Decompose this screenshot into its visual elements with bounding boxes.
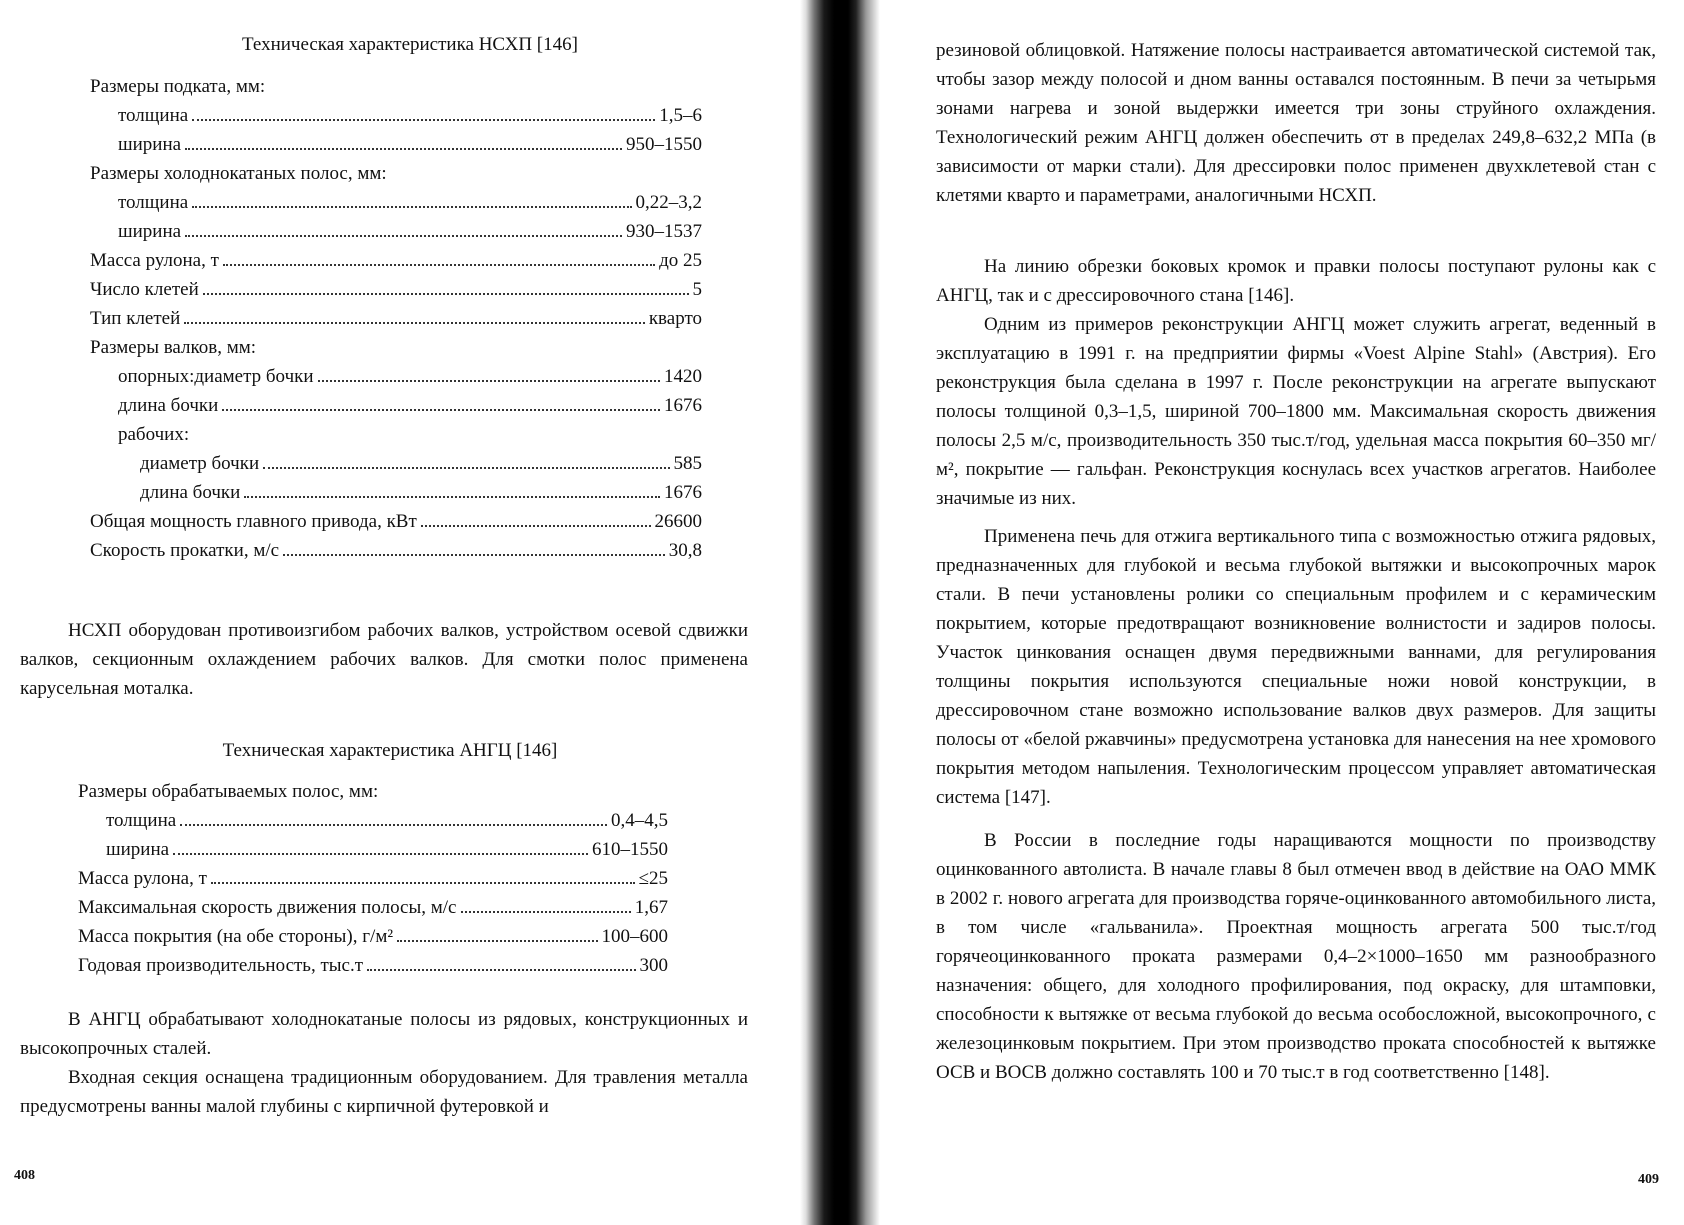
paragraph-angc-steels: В АНГЦ обрабатывают холоднокатаные полосы из рядовых, конструкционных и высокопрочных сталей. xyxy=(20,1009,748,1059)
paragraph-annealing-furnace: Применена печь для отжига вертикального типа с возможностью отжига рядовых, предназначенных для глубокой и весьма глубокой вытяжки и высокопрочных марок стали. В печи установлены ролики со специальным профилем и с керамическим покрытием, которые предотвращают возникновение волнистости и задиров полосы. Участок цинкования оснащен двумя передвижными ваннами, для регулирования толщины покрытия используются специальные ножи новой конструкции, в дрессировочном стане возможно использование валков двух размеров. Для защиты полосы от «белой ржавчины» предусмотрена установка для нанесения на нее хромового покрытия методом напыления. Технологическим процессом управляет автоматическая система [147]. xyxy=(936,526,1656,808)
spec-row xyxy=(90,188,702,217)
spec-row xyxy=(90,130,702,159)
spec-label: толщина xyxy=(118,105,189,126)
spec-value: 1676 xyxy=(664,395,702,416)
spec-row xyxy=(90,275,702,304)
spec-value: 610–1550 xyxy=(592,839,668,860)
spec-label: диаметр бочки xyxy=(140,453,260,474)
dot-leader xyxy=(461,911,631,913)
spec-row xyxy=(78,864,668,893)
spec-row xyxy=(90,391,702,420)
spec-row xyxy=(90,217,702,246)
spec-value: ≤25 xyxy=(638,868,668,889)
page-number-left: 408 xyxy=(14,1168,35,1183)
spec-row xyxy=(90,478,702,507)
dot-leader xyxy=(283,554,665,556)
spec-value: 0,22–3,2 xyxy=(635,192,702,213)
dot-leader xyxy=(185,235,622,237)
spec-label: длина бочки xyxy=(118,395,219,416)
spec-heading-angc: Техническая характеристика АНГЦ [146] xyxy=(222,740,558,761)
spec-value: кварто xyxy=(648,308,702,329)
spec-value: 1676 xyxy=(664,482,702,503)
spec-label: Число клетей xyxy=(90,279,199,300)
dot-leader xyxy=(211,882,635,884)
spec-section-label: Размеры валков, мм: xyxy=(90,337,257,358)
spec-row xyxy=(90,507,702,536)
spec-row xyxy=(90,449,702,478)
spec-label: Масса рулона, т xyxy=(90,250,219,271)
dot-leader xyxy=(421,525,651,527)
dot-leader xyxy=(318,380,660,382)
spec-label: Общая мощность главного привода, кВт xyxy=(90,511,417,532)
spec-value: 0,4–4,5 xyxy=(611,810,668,831)
spec-section-label: Размеры обрабатываемых полос, мм: xyxy=(78,781,379,802)
spec-label: ширина xyxy=(118,221,182,242)
spec-label: Максимальная скорость движения полосы, м/с xyxy=(78,897,457,918)
spec-row xyxy=(78,951,668,980)
spec-value: 1420 xyxy=(664,366,702,387)
paragraph-nshp-equipment: НСХП оборудован противоизгибом рабочих валков, устройством осевой сдвижки валков, секционным охлаждением рабочих валков. Для смотки полос применена карусельная моталка. xyxy=(20,620,748,699)
spec-list-angc xyxy=(78,777,668,980)
spec-label: Скорость прокатки, м/с xyxy=(90,540,280,561)
spec-row xyxy=(90,304,702,333)
spec-value: 300 xyxy=(639,955,668,976)
spec-value: 950–1550 xyxy=(626,134,702,155)
spec-value: до 25 xyxy=(659,250,702,271)
spec-label: Масса рулона, т xyxy=(78,868,207,889)
left-page xyxy=(0,0,820,1225)
spec-value: 26600 xyxy=(654,511,702,532)
paragraph-rubber-lining: резиновой облицовкой. Натяжение полосы настраивается автоматической системой так, чтобы зазор между полосой и дном ванны оставался постоянным. В печи за четырьмя зонами нагрева и зоной выдержки имеется три зоны струйного охлаждения. Технологический режим АНГЦ должен обеспечить σт в пределах 249,8–632,2 МПа (в зависимости от марки стали). Для дрессировки полос применен двухклетевой стан с клетями кварто и параметрами, аналогичными НСХП. xyxy=(936,40,1656,206)
paragraph-input-section: Входная секция оснащена традиционным оборудованием. Для травления металла предусмотрены ванны малой глубины с кирпичной футеровкой и xyxy=(20,1067,748,1117)
spec-label: Масса покрытия (на обе стороны), г/м² xyxy=(78,926,394,947)
spec-label: длина бочки xyxy=(140,482,241,503)
spec-row xyxy=(78,893,668,922)
dot-leader xyxy=(180,824,607,826)
spec-row xyxy=(78,922,668,951)
spec-label: толщина xyxy=(106,810,177,831)
spec-row xyxy=(78,806,668,835)
spec-section-label: рабочих: xyxy=(118,424,190,445)
spec-section-label: Размеры холоднокатаных полос, мм: xyxy=(90,163,387,184)
spec-row xyxy=(78,835,668,864)
spec-value: 5 xyxy=(692,279,702,300)
dot-leader xyxy=(203,293,689,295)
spec-value: 1,5–6 xyxy=(659,105,702,126)
spec-label: ширина xyxy=(106,839,170,860)
dot-leader xyxy=(173,853,588,855)
book-gutter xyxy=(800,0,880,1225)
spec-label: толщина xyxy=(118,192,189,213)
spec-heading-nshp: Техническая характеристика НСХП [146] xyxy=(242,34,578,55)
paragraph-edge-trimming: На линию обрезки боковых кромок и правки полосы поступают рулоны как с АНГЦ, так и с дрессировочного стана [146]. xyxy=(936,256,1656,306)
dot-leader xyxy=(244,496,660,498)
spec-value: 30,8 xyxy=(668,540,702,561)
spec-row xyxy=(90,101,702,130)
dot-leader xyxy=(397,940,597,942)
spec-row xyxy=(90,536,702,565)
dot-leader xyxy=(367,969,635,971)
right-page xyxy=(880,0,1684,1225)
dot-leader xyxy=(185,148,622,150)
spec-row xyxy=(90,362,702,391)
spec-value: 1,67 xyxy=(634,897,668,918)
dot-leader xyxy=(263,467,669,469)
dot-leader xyxy=(192,206,631,208)
dot-leader xyxy=(184,322,645,324)
spec-label: Годовая производительность, тыс.т xyxy=(78,955,364,976)
spec-list-nshp xyxy=(90,72,702,565)
page-number-right: 409 xyxy=(1638,1172,1659,1187)
dot-leader xyxy=(192,119,655,121)
paragraph-reconstruction-example: Одним из примеров реконструкции АНГЦ может служить агрегат, веденный в эксплуатацию в 1991 г. на предприятии фирмы «Voest Alpine Stahl» (Австрия). Его реконструкция была сделана в 1997 г. После реконструкции на агрегате выпускают полосы толщиной 0,3–1,5, шириной 700–1800 мм. Максимальная скорость движения полосы 2,5 м/с, производительность 350 тыс.т/год, удельная масса покрытия 60–350 мг/м², покрытие — гальфан. Реконструкция коснулась всех участков агрегатов. Наиболее значимые из них. xyxy=(936,314,1656,509)
spec-value: 100–600 xyxy=(601,926,668,947)
spec-section-label: Размеры подката, мм: xyxy=(90,76,266,97)
spec-value: 930–1537 xyxy=(626,221,702,242)
paragraph-russia-production: В России в последние годы наращиваются мощности по производству оцинкованного автолиста. В начале главы 8 был отмечен ввод в действие на ОАО ММК в 2002 г. нового агрегата для производства горяче-оцинкованного автомобильного листа, в том числе «гальванила». Проектная мощность агрегата 500 тыс.т/год горячеоцинкованного проката размерами 0,4–2×1000–1650 мм разнообразного назначения: общего, для холодного профилирования, под окраску, для штамповки, способности к вытяжке от весьма глубокой до весьма особосложной, высокопрочного, с железоцинковым покрытием. При этом производство проката способностей к вытяжке ОСВ и ВОСВ должно составлять 100 и 70 тыс.т в год соответственно [148]. xyxy=(936,830,1656,1083)
spec-label: опорных:диаметр бочки xyxy=(118,366,314,387)
dot-leader xyxy=(223,264,655,266)
spec-label: ширина xyxy=(118,134,182,155)
spec-label: Тип клетей xyxy=(90,308,181,329)
spec-value: 585 xyxy=(673,453,702,474)
dot-leader xyxy=(222,409,660,411)
spec-row xyxy=(90,246,702,275)
